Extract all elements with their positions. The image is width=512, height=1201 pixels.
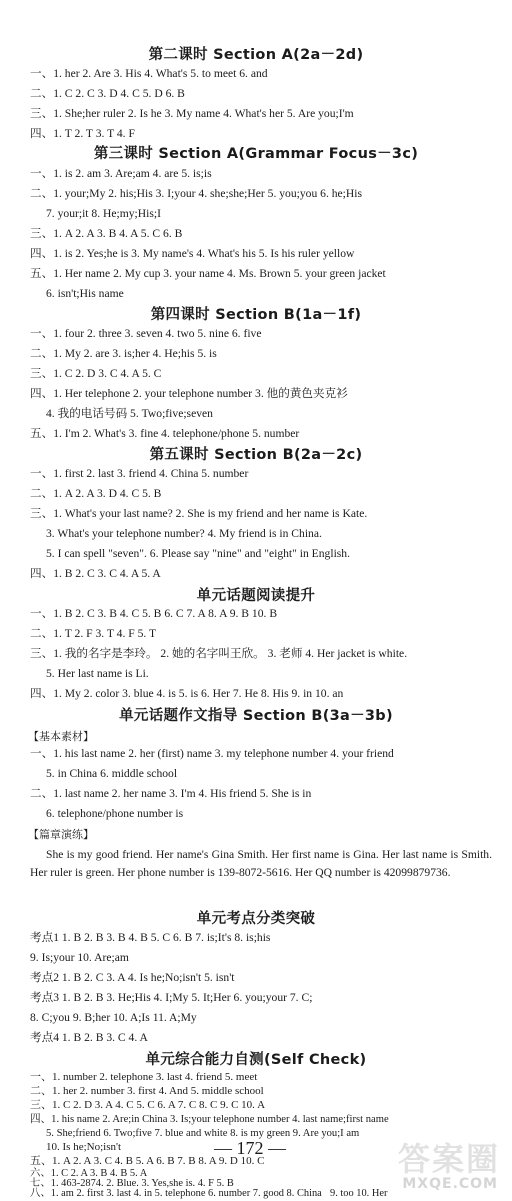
section-heading: 单元考点分类突破 bbox=[196, 911, 316, 927]
answer-line: 7. your;it 8. He;my;His;I bbox=[46, 207, 161, 220]
section-heading: 第三课时 Section A(Grammar Focus－3c) bbox=[93, 146, 419, 162]
answer-line: 二、1. A 2. A 3. D 4. C 5. B bbox=[30, 487, 162, 500]
answer-line: 5. Her last name is Li. bbox=[46, 667, 149, 680]
answer-line: 8. C;you 9. B;her 10. A;Is 11. A;My bbox=[30, 1011, 197, 1024]
answer-line: 五、1. I'm 2. What's 3. fine 4. telephone/phone 5. number bbox=[30, 427, 300, 440]
subheading-passage-practice: 【篇章演练】 bbox=[28, 828, 94, 841]
answer-line: 6. isn't;His name bbox=[46, 287, 124, 300]
answer-line: 一、1. is 2. am 3. Are;am 4. are 5. is;is bbox=[30, 167, 212, 180]
answer-line: 二、1. C 2. C 3. D 4. C 5. D 6. B bbox=[30, 87, 185, 100]
answer-line: 一、1. first 2. last 3. friend 4. China 5. number bbox=[30, 467, 249, 480]
answer-line: 5. in China 6. middle school bbox=[46, 767, 178, 780]
answer-line: 二、1. her 2. number 3. first 4. And 5. middle school bbox=[30, 1085, 264, 1097]
answer-line: 二、1. My 2. are 3. is;her 4. He;his 5. is bbox=[30, 347, 217, 360]
watermark-url: MXQE.COM bbox=[402, 1176, 498, 1192]
answer-line: 考点3 1. B 2. B 3. He;His 4. I;My 5. It;Her 6. you;your 7. C; bbox=[30, 991, 313, 1004]
answer-line: 二、1. your;My 2. his;His 3. I;your 4. she;she;Her 5. you;you 6. he;His bbox=[30, 187, 363, 200]
answer-line: 考点2 1. B 2. C 3. A 4. Is he;No;isn't 5. isn't bbox=[30, 971, 235, 984]
answer-line: 6. telephone/phone number is bbox=[46, 807, 184, 820]
subheading-basic-material: 【基本素材】 bbox=[28, 730, 94, 743]
section-heading: 第五课时 Section B(2a－2c) bbox=[149, 447, 363, 463]
answer-line: 三、1. 我的名字是李玲。 2. 她的名字叫王欣。 3. 老师 4. Her jacket is white. bbox=[30, 647, 408, 660]
page-number: — 172 — bbox=[214, 1138, 286, 1158]
section-heading: 第二课时 Section A(2a－2d) bbox=[148, 47, 364, 63]
answer-line: 六、1. C 2. A 3. B 4. B 5. A bbox=[30, 1168, 148, 1179]
answer-line: 一、1. number 2. telephone 3. last 4. friend 5. meet bbox=[30, 1071, 258, 1083]
watermark-logo bbox=[394, 1134, 504, 1194]
answer-line: 四、1. My 2. color 3. blue 4. is 5. is 6. Her 7. He 8. His 9. in 10. an bbox=[30, 687, 344, 700]
section-heading: 单元综合能力自测(Self Check) bbox=[145, 1052, 367, 1068]
answer-line: 三、1. She;her ruler 2. Is he 3. My name 4. What's her 5. Are you;I'm bbox=[30, 107, 354, 120]
answer-line: 四、1. his name 2. Are;in China 3. Is;your telephone number 4. last name;first name bbox=[30, 1114, 389, 1125]
answer-line: 四、1. B 2. C 3. C 4. A 5. A bbox=[30, 567, 161, 580]
section-heading: 单元话题作文指导 Section B(3a－3b) bbox=[119, 708, 393, 724]
answer-line: 4. 我的电话号码 5. Two;five;seven bbox=[46, 407, 213, 420]
answer-line: 考点1 1. B 2. B 3. B 4. B 5. C 6. B 7. is;It's 8. is;his bbox=[30, 931, 271, 944]
answer-line: 三、1. What's your last name? 2. She is my friend and her name is Kate. bbox=[30, 507, 368, 520]
answer-line: 5. I can spell "seven". 6. Please say "nine" and "eight" in English. bbox=[46, 547, 351, 560]
answer-line: 四、1. Her telephone 2. your telephone number 3. 他的黄色夹克衫 bbox=[30, 387, 348, 400]
answer-line: 一、1. B 2. C 3. B 4. C 5. B 6. C 7. A 8. A 9. B 10. B bbox=[30, 607, 278, 620]
answer-line: 五、1. A 2. A 3. C 4. B 5. A 6. B 7. B 8. A 9. D 10. C bbox=[30, 1155, 265, 1167]
answer-line: 一、1. her 2. Are 3. His 4. What's 5. to meet 6. and bbox=[30, 67, 268, 80]
answer-line: 9. Is;your 10. Are;am bbox=[30, 951, 129, 964]
answer-line: 三、1. A 2. A 3. B 4. A 5. C 6. B bbox=[30, 227, 183, 240]
answer-line: 5. She;friend 6. Two;five 7. blue and white 8. is my green 9. Are you;I am bbox=[46, 1128, 360, 1139]
answer-line: 四、1. T 2. T 3. T 4. F bbox=[30, 127, 135, 140]
answer-line: 三、1. C 2. D 3. C 4. A 5. C bbox=[30, 367, 162, 380]
answer-line: 四、1. is 2. Yes;he is 3. My name's 4. What's his 5. Is his ruler yellow bbox=[30, 247, 355, 260]
answer-line: 一、1. his last name 2. her (first) name 3. my telephone number 4. your friend bbox=[30, 747, 394, 760]
sample-passage: She is my good friend. Her name's Gina Smith. Her first name is Gina. Her last name is Smith. Her ruler is green. Her phone number is 139-8072-5616. Her QQ number is 42099879736. bbox=[30, 848, 492, 879]
answer-line: 一、1. four 2. three 3. seven 4. two 5. nine 6. five bbox=[30, 327, 262, 340]
answer-line: 考点4 1. B 2. B 3. C 4. A bbox=[30, 1031, 148, 1044]
answer-line: 七、1. 463-2874. 2. Blue. 3. Yes,she is. 4. F 5. B bbox=[30, 1178, 234, 1189]
answer-line: 三、1. C 2. D 3. A 4. C 5. C 6. A 7. C 8. C 9. C 10. A bbox=[30, 1099, 266, 1111]
section-heading: 单元话题阅读提升 bbox=[196, 588, 316, 604]
answer-line: 五、1. Her name 2. My cup 3. your name 4. Ms. Brown 5. your green jacket bbox=[30, 267, 386, 280]
answer-line: 二、1. T 2. F 3. T 4. F 5. T bbox=[30, 627, 157, 640]
answer-line: 10. Is he;No;isn't bbox=[46, 1141, 122, 1153]
answer-line: 3. What's your telephone number? 4. My friend is in China. bbox=[46, 527, 322, 540]
answer-line: 二、1. last name 2. her name 3. I'm 4. His friend 5. She is in bbox=[30, 787, 312, 800]
answer-line: 八、1. am 2. first 3. last 4. in 5. telephone 6. number 7. good 8. China bbox=[30, 1188, 322, 1199]
section-heading: 第四课时 Section B(1a－1f) bbox=[150, 307, 362, 323]
answer-line: 9. too 10. Her bbox=[330, 1188, 388, 1199]
watermark-chars: 答案圈 bbox=[397, 1140, 500, 1178]
